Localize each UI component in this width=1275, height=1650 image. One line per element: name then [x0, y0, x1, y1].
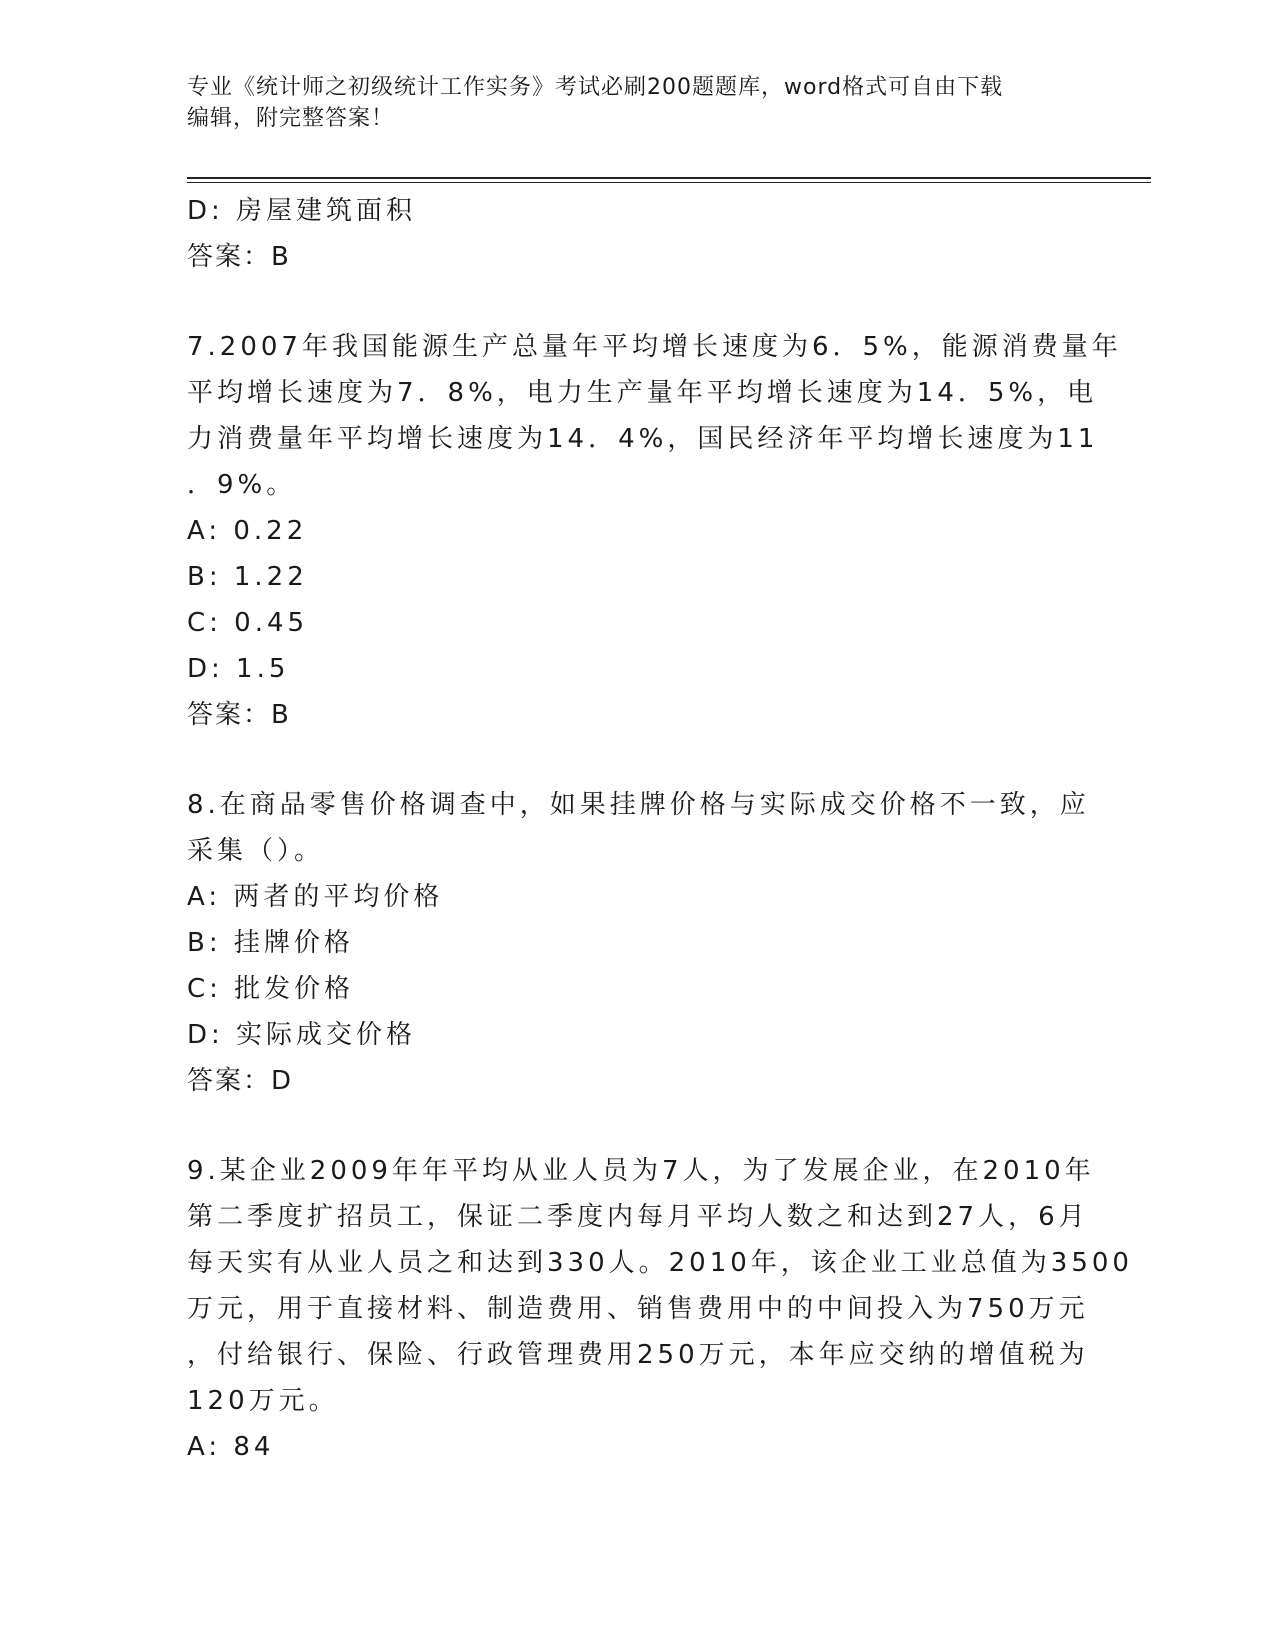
q6-option-d: D: 房屋建筑面积: [187, 196, 417, 226]
q7-stem-line: 7.2007年我国能源生产总量年平均增长速度为6．5%，能源消费量年: [187, 332, 1122, 362]
q8-answer: 答案：D: [187, 1066, 294, 1096]
q9-option-a: A: 84: [187, 1432, 275, 1462]
q8-stem-line: 8.在商品零售价格调查中，如果挂牌价格与实际成交价格不一致，应: [187, 790, 1090, 820]
spacer: [187, 738, 1087, 782]
q8-option-b: B: 挂牌价格: [187, 928, 354, 958]
q7-stem-line: 力消费量年平均增长速度为14．4%，国民经济年平均增长速度为11: [187, 424, 1099, 454]
q8-option-a: A: 两者的平均价格: [187, 882, 444, 912]
q7-answer: 答案：B: [187, 700, 291, 730]
q8-option-c: C: 批发价格: [187, 974, 355, 1004]
q7-option-a: A: 0.22: [187, 516, 308, 546]
page-header: [187, 72, 1087, 134]
q9-stem-line: 万元，用于直接材料、制造费用、销售费用中的中间投入为750万元: [187, 1294, 1089, 1324]
question-8: [187, 782, 1090, 1104]
header-divider-thick: [187, 177, 1151, 179]
spacer: [187, 1104, 1087, 1148]
q7-option-c: C: 0.45: [187, 608, 309, 638]
q9-stem-line: 每天实有从业人员之和达到330人。2010年，该企业工业总值为3500: [187, 1248, 1133, 1278]
q8-stem-line: 采集（）。: [187, 836, 325, 866]
question-9: [187, 1148, 1133, 1470]
header-title-line-2: 编辑，附完整答案！: [187, 106, 395, 131]
header-divider-thin: [187, 182, 1151, 183]
q9-stem-line: 120万元。: [187, 1386, 339, 1416]
header-title-line-1: 专业《统计师之初级统计工作实务》考试必刷200题题库，word格式可自由下载: [187, 75, 1004, 100]
q7-option-d: D: 1.5: [187, 654, 290, 684]
question-content: [187, 188, 1133, 1470]
question-7: [187, 324, 1122, 738]
q6-answer: 答案：B: [187, 242, 291, 272]
q7-stem-line: ．9%。: [187, 470, 297, 500]
spacer: [187, 280, 1087, 324]
q7-option-b: B: 1.22: [187, 562, 308, 592]
q9-stem-line: 9.某企业2009年年平均从业人员为7人，为了发展企业，在2010年: [187, 1156, 1095, 1186]
q8-option-d: D: 实际成交价格: [187, 1020, 417, 1050]
q7-stem-line: 平均增长速度为7．8%，电力生产量年平均增长速度为14．5%，电: [187, 378, 1098, 408]
q9-stem-line: 第二季度扩招员工，保证二季度内每月平均人数之和达到27人，6月: [187, 1202, 1089, 1232]
q9-stem-line: ，付给银行、保险、行政管理费用250万元，本年应交纳的增值税为: [187, 1340, 1089, 1370]
